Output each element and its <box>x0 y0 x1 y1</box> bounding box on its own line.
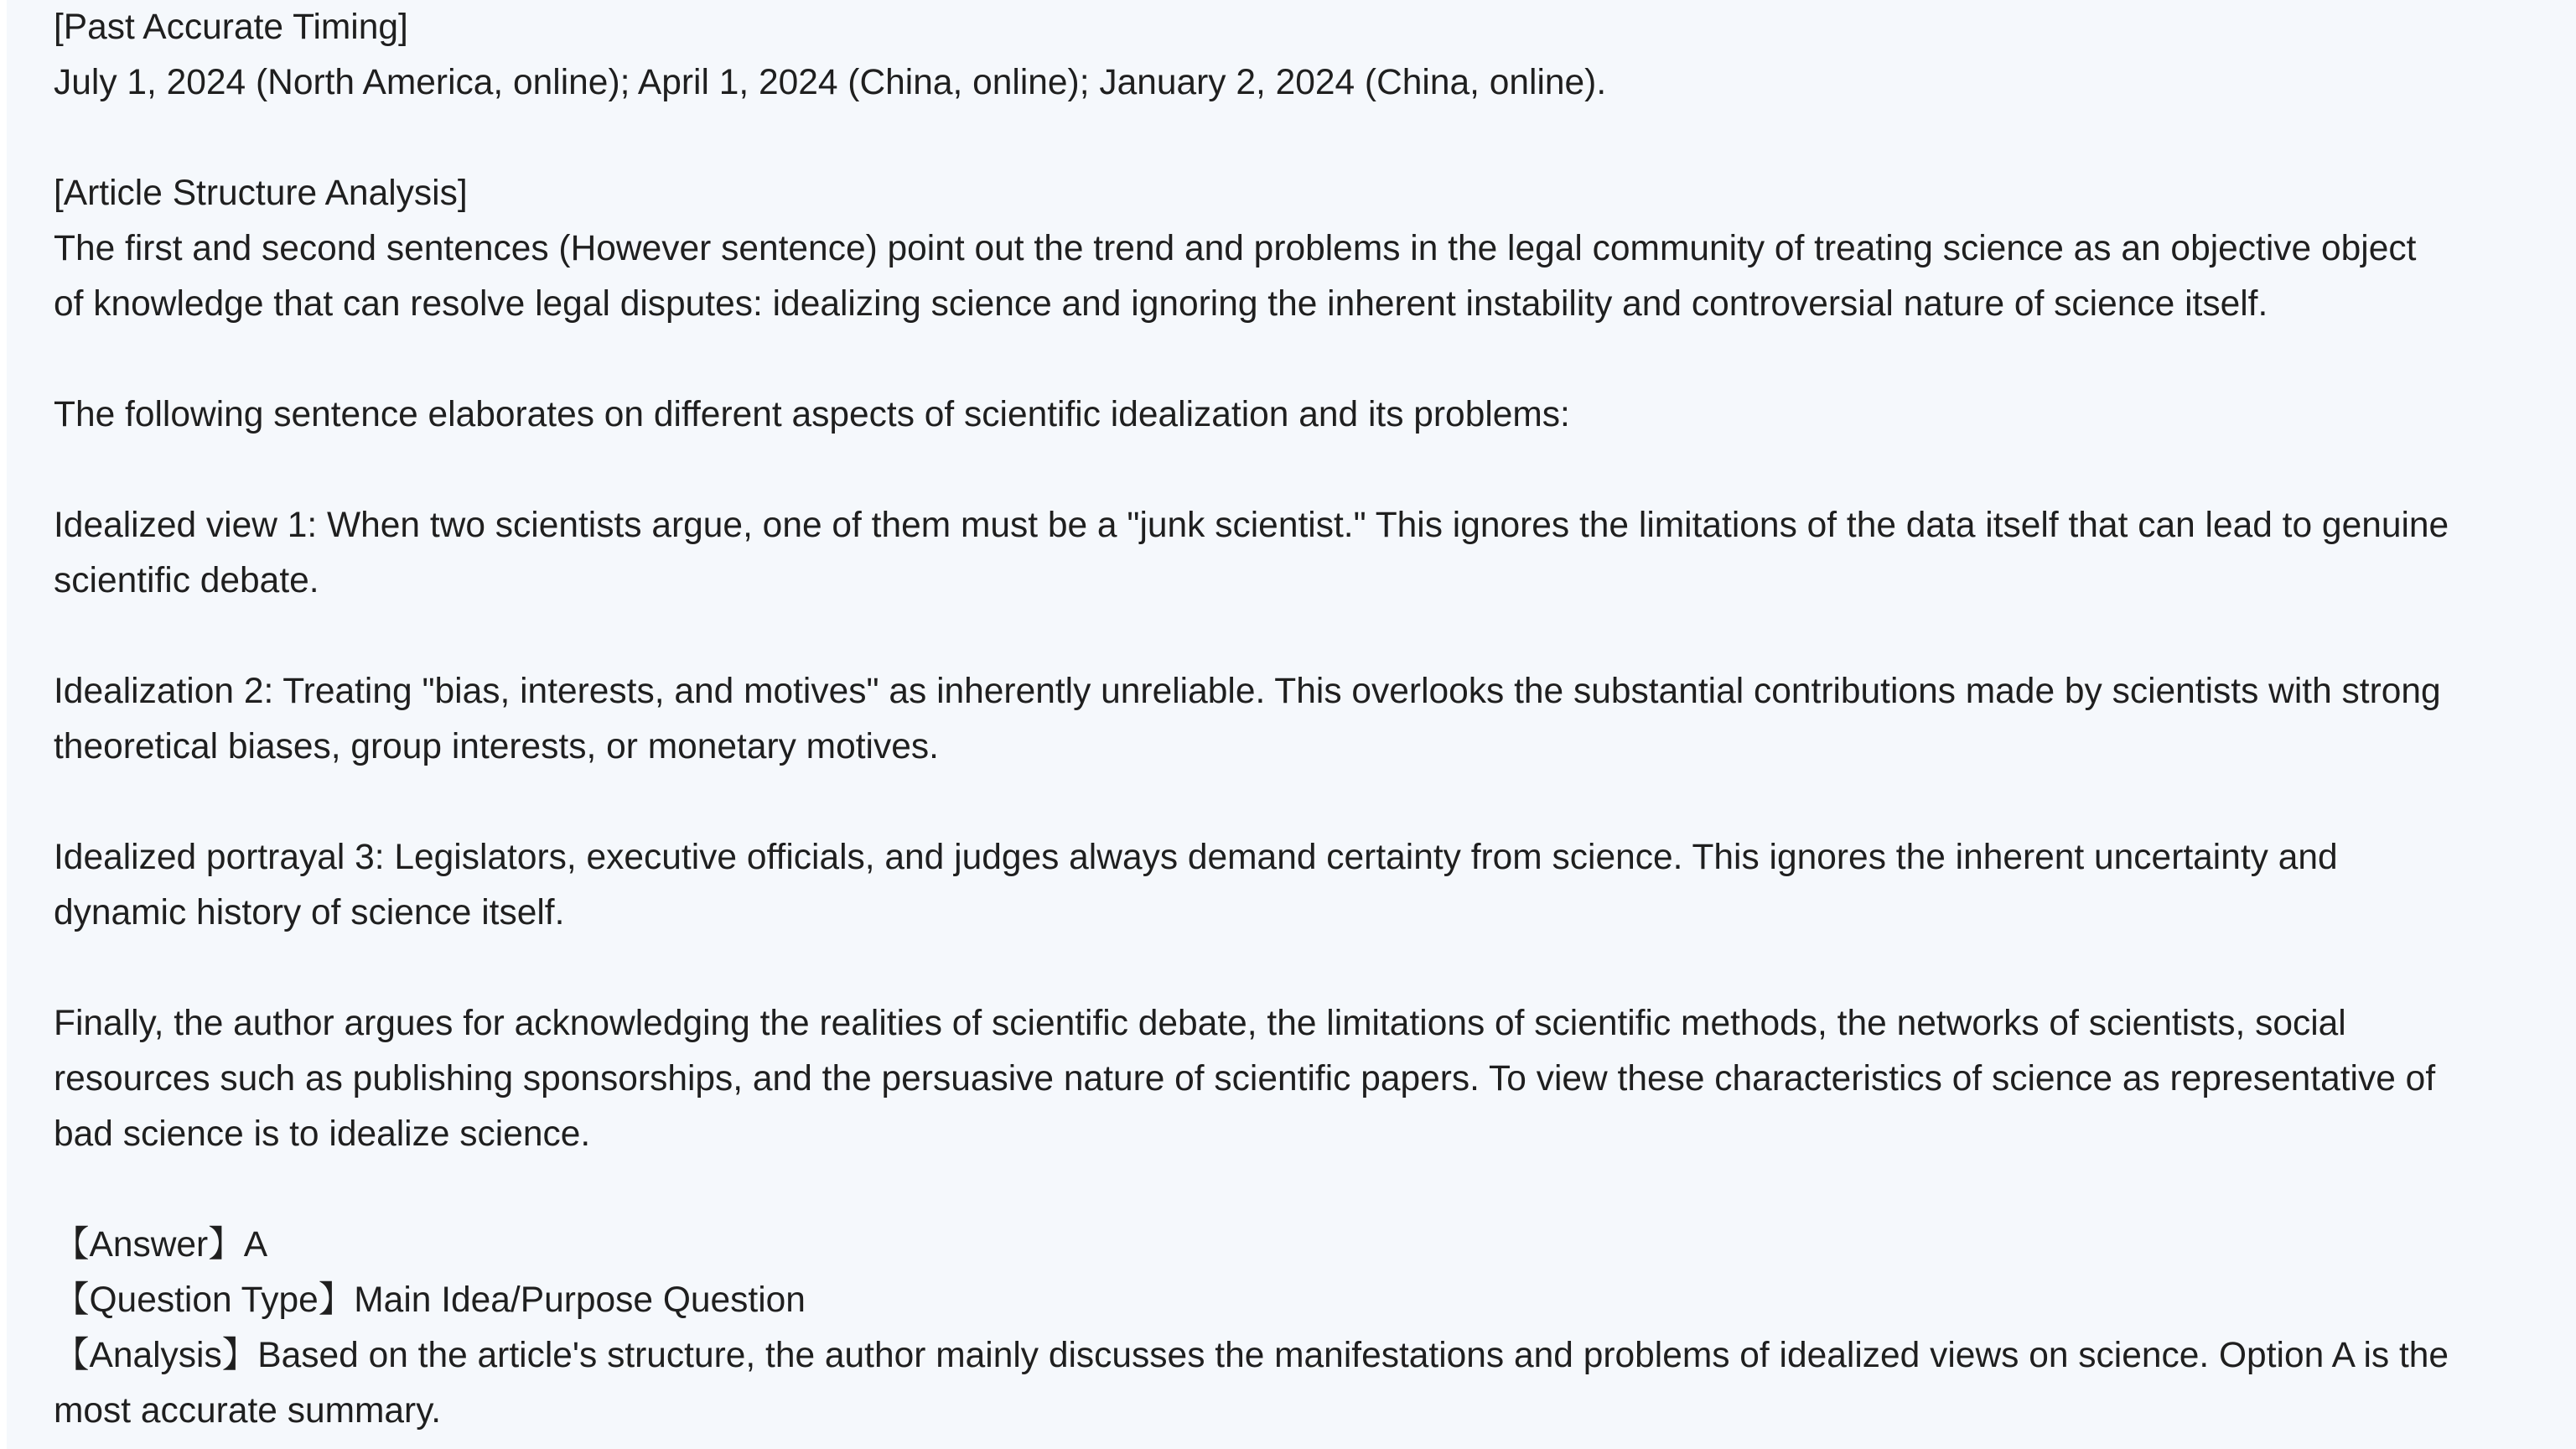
spacer <box>54 775 2542 830</box>
view2-line-2: theoretical biases, group interests, or monetary motives. <box>54 727 939 766</box>
following-sentence: The following sentence elaborates on different aspects of scientific idealization and its problems: <box>54 395 1570 434</box>
view2-line-1: Idealization 2: Treating "bias, interests, and motives" as inherently unreliable. This overlooks the substantial contributions made by scientists with strong <box>54 672 2441 711</box>
view3-line-2: dynamic history of science itself. <box>54 893 565 932</box>
view1-line-1: Idealized view 1: When two scientists argue, one of them must be a "junk scientist." This ignores the limitations of the data itself that can lead to genuine <box>54 506 2449 545</box>
question-type-line: 【Question Type】Main Idea/Purpose Question <box>54 1280 806 1320</box>
view3-line-1: Idealized portrayal 3: Legislators, executive officials, and judges always demand certainty from science. This ignores the inherent uncertainty and <box>54 838 2338 877</box>
structure-heading: [Article Structure Analysis] <box>54 174 468 213</box>
finally-line-3: bad science is to idealize science. <box>54 1114 591 1154</box>
spacer <box>54 111 2542 166</box>
analysis-line-1: 【Analysis】Based on the article's structure, the author mainly discusses the manifestations and problems of idealized views on science. Option A is the <box>54 1336 2449 1375</box>
analysis-line-2: most accurate summary. <box>54 1391 442 1431</box>
spacer <box>54 1162 2542 1218</box>
spacer <box>54 332 2542 387</box>
timing-dates: July 1, 2024 (North America, online); April 1, 2024 (China, online); January 2, 2024 (China, online). <box>54 63 1607 102</box>
answer-line: 【Answer】A <box>54 1225 268 1265</box>
spacer <box>54 941 2542 996</box>
spacer <box>54 609 2542 664</box>
view1-line-2: scientific debate. <box>54 561 319 600</box>
timing-heading: [Past Accurate Timing] <box>54 8 408 47</box>
finally-line-2: resources such as publishing sponsorships, and the persuasive nature of scientific papers. To view these characteristics of science as representative of <box>54 1059 2436 1098</box>
document-page <box>7 0 2576 1449</box>
structure-intro-line-2: of knowledge that can resolve legal disputes: idealizing science and ignoring the inherent instability and controversial nature of science itself. <box>54 284 2268 324</box>
spacer <box>54 443 2542 498</box>
finally-line-1: Finally, the author argues for acknowledging the realities of scientific debate, the limitations of scientific methods, the networks of scientists, social <box>54 1004 2346 1043</box>
structure-intro-line-1: The first and second sentences (However sentence) point out the trend and problems in the legal community of treating science as an objective object <box>54 229 2417 268</box>
